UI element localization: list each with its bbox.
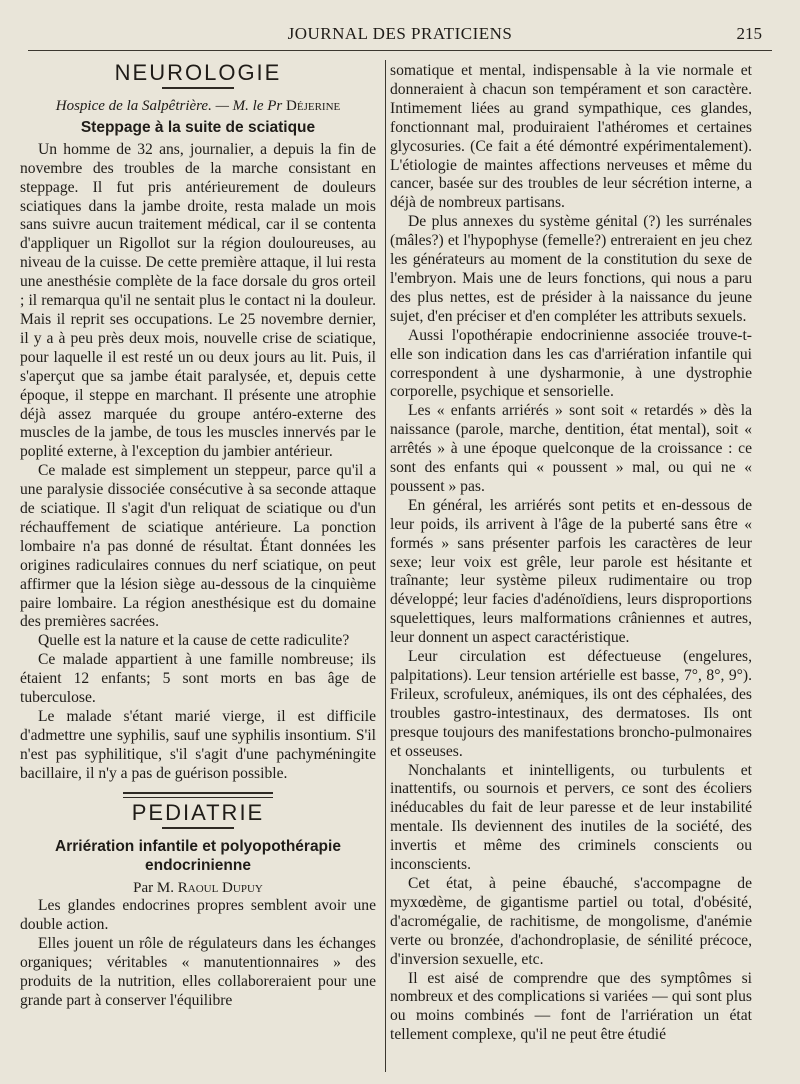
paragraph: Les « enfants arriérés » sont soit « retardés » dès la naissance (parole, marche, dentition, état mental), soit « arrêtés » à une époque quelconque de la croissance : ce sont des enfants qui « poussent » mal, ou qui ne « poussent » pas. [390, 402, 752, 495]
journal-title: JOURNAL DES PRATICIENS [287, 24, 513, 43]
page-number: 215 [736, 24, 762, 43]
paragraph: Il est aisé de comprendre que des symptômes si nombreux et des complications si variées — qui sont plus ou moins combinés — font de l'arriération un état tellement complexe, qu'il ne peut être étudié [390, 969, 752, 1044]
header-rule [28, 50, 772, 51]
article-title-line: endocrinienne [145, 856, 251, 874]
article-byline [20, 879, 376, 898]
paragraph: Cet état, à peine ébauché, s'accompagne de myxœdème, de gigantisme partiel ou total, d'obésité, d'acromégalie, de rachitisme, de mongolisme, d'anémie verte ou bronzée, d'achondroplasie, de sénilité précoce, d'inversion sexuelle, etc. [390, 874, 752, 968]
section-underline [162, 827, 234, 829]
page-header [0, 22, 800, 46]
source-author-prefix: — M. le Pr [215, 97, 283, 114]
section-underline [162, 87, 234, 89]
paragraph: Nonchalants et inintelligents, ou turbulents et inattentifs, ou sournois et pervers, ce sont des écoliers inéducables du fait de leur paresse et de leur instabilité mentale. Ils deviennent des inutiles de la société, des invertis et même des criminels conscients ou inconscients. [390, 761, 752, 874]
paragraph: Leur circulation est défectueuse (engelures, palpitations). Leur tension artérielle est basse, 7°, 8°, 9°). Frileux, scrofuleux, anémiques, ils ont des céphalées, des troubles gastro-intestinaux, des dermatoses. Ils ont presque toujours des manifestations broncho-pulmonaires et osseuses. [390, 648, 752, 760]
section-separator [123, 792, 273, 798]
left-column [20, 62, 376, 1077]
right-column [390, 62, 752, 1077]
article-title-line: Arriération infantile et polyopothérapie [55, 837, 341, 855]
byline-prefix: Par M. [133, 879, 174, 896]
byline-author: Raoul Dupuy [177, 879, 263, 896]
paragraph: Les glandes endocrines propres semblent avoir une double action. [20, 897, 376, 934]
source-hospital: Hospice de la Salpêtrière. [55, 97, 212, 114]
article-title-arrieration [20, 837, 376, 875]
paragraph: De plus annexes du système génital (?) les surrénales (mâles?) et l'hypophyse (femelle?) entreraient en jeu chez les générateurs au moment de la constitution du sexe de l'embryon. Mais une de leurs fonctions, qui nous a paru des plus nettes, est de présider à la naissance du jeune sujet, d'en préciser et d'en compléter les attributs sexuels. [390, 213, 752, 325]
paragraph: Quelle est la nature et la cause de cette radiculite? [38, 632, 350, 650]
paragraph: somatique et mental, indispensable à la vie normale et donneraient à chacun son tempérament et son caractère. Intimement liées au grand sympathique, ces glandes, fonctionnant mal, produiraient l'athéromes et certaines glycosuries. (Ce fait a été démontré expérimentalement). L'étiologie de maintes affections nerveuses et même du cancer, basée sur des troubles de leur sécrétion interne, a déjà de nombreux partisans. [390, 62, 752, 212]
article-title-steppage: Steppage à la suite de sciatique [80, 118, 316, 136]
article-source [20, 97, 376, 116]
paragraph: Le malade s'étant marié vierge, il est difficile d'admettre une syphilis, sauf une syphilis insontium. S'il n'est pas syphilitique, s'il s'agit d'une pachyméningite bacillaire, il n'y a pas de guérison possible. [20, 708, 376, 782]
paragraph: Un homme de 32 ans, journalier, a depuis la fin de novembre des troubles de la marche consistant en steppage. Il fut pris antérieurement de douleurs sciatiques dans la jambe droite, resta malade un mois sans suivre aucun traitement médical, car il se contenta d'appliquer un Rigollot sur la région douloureuses, au niveau de la cuisse. De cette première attaque, il lui resta une anesthésie complète de la face dorsale du gros orteil ; il remarqua qu'il ne sentait plus le contact ni la douleur. Mais il reprit ses occupations. Le 25 novembre dernier, il y a à peu près deux mois, nouvelle crise de sciatique, pour laquelle il est resté un ou deux jours au lit. Puis, il s'aperçut que sa jambe était paralysée, et, depuis cette époque, il steppe en marchant. Il présente une atrophie déjà assez marquée du groupe antéro-externe des muscles de la jambe, de tous les muscles innervés par le poplité externe, à l'exception du jambier antérieur. [20, 140, 376, 461]
paragraph: En général, les arriérés sont petits et en-dessous de leur poids, ils arrivent à l'âge de la puberté sans être « formés » sans présenter parfois les caractères de leur sexe; leur voix est grêle, leur parole est hésitante et traînante; leur système pileux rudimentaire ou trop développé; leur facies d'adénoïdiens, leurs disproportions squelettiques, leurs malformations crâniennes et autres, leur donnent un aspect caractéristique. [390, 496, 752, 647]
column-divider [385, 60, 386, 1072]
section-title-pediatrie: PEDIATRIE [131, 799, 265, 825]
section-title-neurologie: NEUROLOGIE [114, 62, 282, 85]
source-author: Déjerine [286, 97, 341, 114]
paragraph: Ce malade appartient à une famille nombreuse; ils étaient 12 enfants; 5 sont morts en bas âge de tuberculose. [20, 651, 376, 707]
paragraph: Elles jouent un rôle de régulateurs dans les échanges organiques; véritables « manutentionnaires » des produits de la nutrition, elles collaboreraient pour une grande part à conserver l'équilibre [20, 935, 376, 1009]
paragraph: Aussi l'opothérapie endocrinienne associée trouve-t-elle son indication dans les cas d'arriération infantile qui correspondent à une dysharmonie, à une dystrophie corporelle, psychique et sensorielle. [390, 326, 752, 401]
paragraph: Ce malade est simplement un steppeur, parce qu'il a une paralysie dissociée consécutive à sa seconde attaque de sciatique. Il s'agit d'un reliquat de sciatique ou d'un réchauffement de sciatique antérieure. La ponction lombaire n'a pas donné de résultat. Étant données les origines radiculaires connues du nerf sciatique, on peut affirmer que la lésion siège au-dessous de la cinquième paire lombaire. La région anesthésique est du domaine des premières sacrées. [20, 462, 376, 631]
